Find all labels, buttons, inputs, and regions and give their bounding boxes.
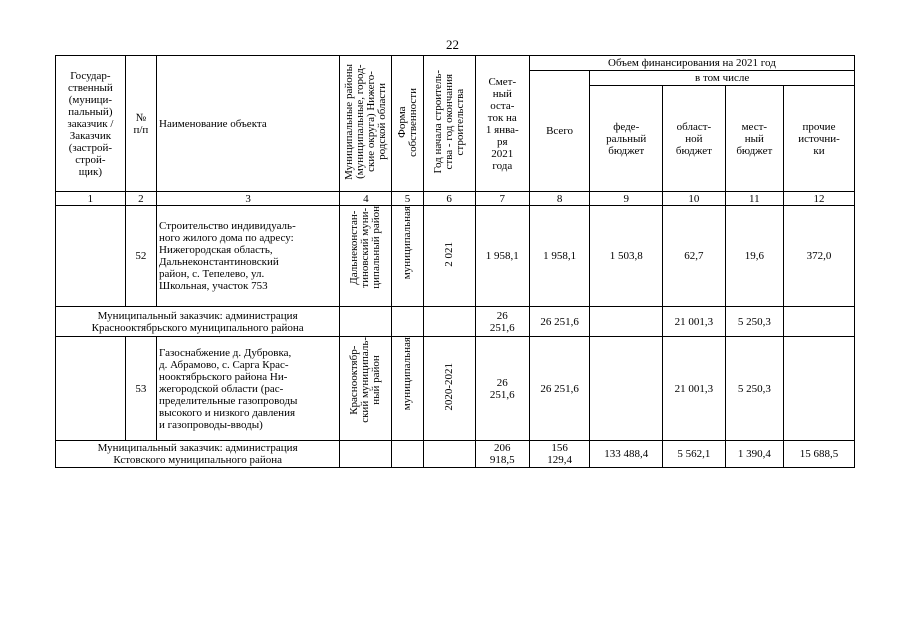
empty-cell [590, 307, 663, 337]
header-customer: Государ- ственный (муници- пальный) заказчик / Заказчик (застрой- строй- щик) [56, 56, 126, 192]
subtotal-kstovsky-label: Муниципальный заказчик: администрация Кстовского муниципального района [56, 441, 340, 468]
col-number: 4 [340, 192, 392, 206]
row53-ownership [392, 337, 423, 441]
header-local: мест- ный бюджет [725, 86, 783, 192]
row53-district-text: Краснооктябр- ский муниципаль- ный район [348, 337, 383, 423]
col-number: 1 [56, 192, 126, 206]
empty-cell [340, 441, 392, 468]
row52-customer [56, 206, 126, 307]
row53-customer [56, 337, 126, 441]
subtotal-kstovsky-estimate: 206 918,5 [475, 441, 529, 468]
header-object-name: Наименование объекта [157, 56, 340, 192]
col-number: 6 [423, 192, 475, 206]
row53-regional: 21 001,3 [663, 337, 725, 441]
subtotal-kstovsky-federal: 133 488,4 [590, 441, 663, 468]
row52-total: 1 958,1 [529, 206, 589, 307]
subtotal-kstovsky-total: 156 129,4 [529, 441, 589, 468]
col-number: 5 [392, 192, 423, 206]
col-number: 10 [663, 192, 725, 206]
empty-cell [590, 337, 663, 441]
header-other: прочие источни- ки [784, 86, 855, 192]
row52-local: 19,6 [725, 206, 783, 307]
row53-total: 26 251,6 [529, 337, 589, 441]
col-number: 9 [590, 192, 663, 206]
col-number: 12 [784, 192, 855, 206]
col-number: 7 [475, 192, 529, 206]
financing-table [55, 55, 855, 468]
row52-ownership [392, 206, 423, 307]
subtotal-krasnooktyabrsky-regional: 21 001,3 [663, 307, 725, 337]
empty-cell [340, 307, 392, 337]
row52-name: Строительство индивидуаль- ного жилого дома по адресу: Нижегородская область, Дальнеконстантиновский район, с. Тепелево, ул. Школьная, участок 753 [157, 206, 340, 307]
row52-other: 372,0 [784, 206, 855, 307]
row52-district-text: Дальнеконстан- тиновский муни- ципальный район [348, 206, 383, 289]
header-ownership [392, 56, 423, 192]
row53-num: 53 [125, 337, 156, 441]
empty-cell [784, 307, 855, 337]
col-number: 11 [725, 192, 783, 206]
col-number: 3 [157, 192, 340, 206]
subtotal-krasnooktyabrsky-estimate: 26 251,6 [475, 307, 529, 337]
table-row [56, 337, 855, 441]
row52-num: 52 [125, 206, 156, 307]
header-including: в том числе [590, 71, 855, 86]
empty-cell [784, 337, 855, 441]
row53-estimate: 26 251,6 [475, 337, 529, 441]
subtotal-krasnooktyabrsky-local: 5 250,3 [725, 307, 783, 337]
subtotal-row [56, 307, 855, 337]
row52-federal: 1 503,8 [590, 206, 663, 307]
header-num: № п/п [125, 56, 156, 192]
subtotal-kstovsky-other: 15 688,5 [784, 441, 855, 468]
header-regional: област- ной бюджет [663, 86, 725, 192]
row52-years-text: 2 021 [442, 242, 455, 267]
header-estimate: Смет- ный оста- ток на 1 янва- ря 2021 года [475, 56, 529, 192]
row52-years [423, 206, 475, 307]
empty-cell [423, 307, 475, 337]
header-districts-text: Муниципальные районы (муниципальные, город- ские округа) Нижего- родской области [342, 64, 388, 180]
col-number: 8 [529, 192, 589, 206]
header-years-text: Год начала строитель- ства - год окончания строительства [431, 70, 466, 174]
row53-local: 5 250,3 [725, 337, 783, 441]
subtotal-krasnooktyabrsky-label: Муниципальный заказчик: администрация Краснооктябрьского муниципального района [56, 307, 340, 337]
row52-ownership-text: муниципальная [401, 206, 414, 280]
table-row [56, 206, 855, 307]
row53-name: Газоснабжение д. Дубровка, д. Абрамово, с. Сарга Крас- нооктябрьского района Ни- жегородской области (рас- пределительные газопроводы высокого и низкого давления и газопроводы-вводы) [157, 337, 340, 441]
empty-cell [392, 307, 423, 337]
empty-cell [392, 441, 423, 468]
row52-regional: 62,7 [663, 206, 725, 307]
subtotal-kstovsky-regional: 5 562,1 [663, 441, 725, 468]
subtotal-kstovsky-local: 1 390,4 [725, 441, 783, 468]
header-ownership-text: Форма собственности [395, 87, 419, 157]
subtotal-krasnooktyabrsky-total: 26 251,6 [529, 307, 589, 337]
col-number: 2 [125, 192, 156, 206]
row53-ownership-text: муниципальная [401, 337, 414, 411]
row53-years [423, 337, 475, 441]
row52-district [340, 206, 392, 307]
subtotal-row [56, 441, 855, 468]
row53-district [340, 337, 392, 441]
row53-years-text: 2020-2021 [442, 363, 455, 411]
header-districts [340, 56, 392, 192]
header-funding-group: Объем финансирования на 2021 год [529, 56, 854, 71]
row52-estimate: 1 958,1 [475, 206, 529, 307]
header-federal: феде- ральный бюджет [590, 86, 663, 192]
header-total: Всего [529, 71, 589, 192]
header-years [423, 56, 475, 192]
empty-cell [423, 441, 475, 468]
page-number: 22 [446, 37, 459, 52]
